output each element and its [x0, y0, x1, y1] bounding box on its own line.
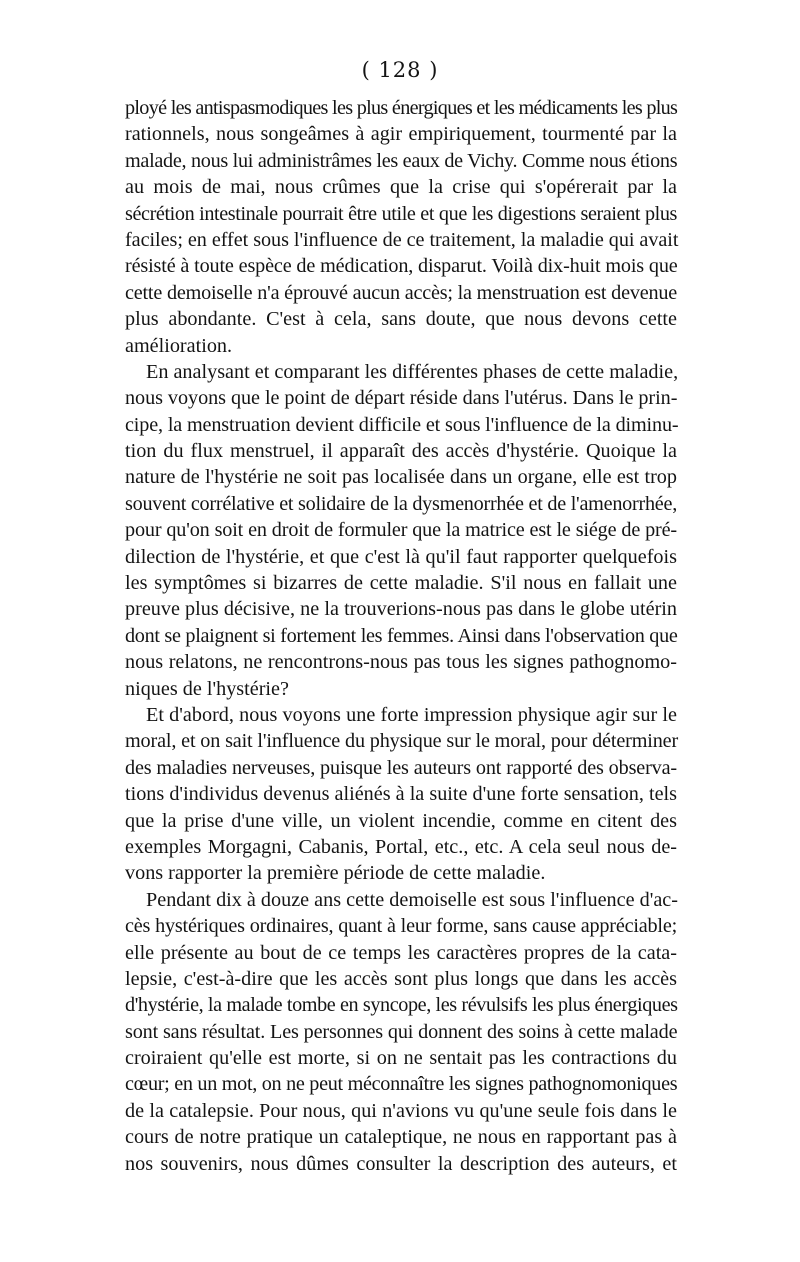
text-line: au mois de mai, nous crûmes que la crise qui s'opérerait par la [125, 176, 677, 199]
page-number: ( 128 ) [361, 58, 439, 82]
text-line: que la prise d'une ville, un violent incendie, comme en citent des [125, 809, 677, 832]
text-line: sécrétion intestinale pourrait être utile et que les digestions seraient plus [125, 202, 677, 225]
text-line: croiraient qu'elle est morte, si on ne sentait pas les contractions du [125, 1047, 677, 1070]
text-line: nos souvenirs, nous dûmes consulter la description des auteurs, et [125, 1152, 677, 1175]
text-line: nature de l'hystérie ne soit pas localisée dans un organe, elle est trop [125, 466, 677, 489]
text-line: cès hystériques ordinaires, quant à leur forme, sans cause appréciable; [125, 915, 677, 938]
body-text [125, 95, 677, 1177]
text-line: les symptômes si bizarres de cette maladie. S'il nous en fallait une [125, 572, 677, 595]
text-line: vons rapporter la première période de cette maladie. [125, 862, 546, 885]
text-line: résisté à toute espèce de médication, disparut. Voilà dix-huit mois que [125, 255, 678, 278]
text-line: tion du flux menstruel, il apparaît des accès d'hystérie. Quoique la [125, 440, 677, 463]
text-line: moral, et on sait l'influence du physique sur le moral, pour déterminer [125, 730, 679, 753]
text-line: cœur; en un mot, on ne peut méconnaître les signes pathognomoniques [125, 1073, 678, 1096]
text-line: En analysant et comparant les différentes phases de cette maladie, [146, 360, 679, 383]
text-line: dilection de l'hystérie, et que c'est là qu'il faut rapporter quelquefois [125, 545, 677, 568]
text-line: ployé les antispasmodiques les plus énergiques et les médicaments les plus [125, 97, 678, 119]
text-line: preuve plus décisive, ne la trouverions-nous pas dans le globe utérin [125, 598, 677, 621]
text-line: plus abondante. C'est à cela, sans doute, que nous devons cette [125, 308, 677, 331]
paragraph-1 [125, 95, 677, 359]
paragraph-2 [125, 359, 677, 702]
text-line: malade, nous lui administrâmes les eaux de Vichy. Comme nous étions [125, 149, 678, 172]
text-line: niques de l'hystérie? [125, 677, 289, 700]
text-line: rationnels, nous songeâmes à agir empiriquement, tourmenté par la [125, 123, 677, 146]
text-line: pour qu'on soit en droit de formuler que la matrice est le siége de pré- [125, 519, 677, 542]
paragraph-4 [125, 887, 677, 1177]
text-line: faciles; en effet sous l'influence de ce traitement, la maladie qui avait [125, 228, 679, 251]
text-line: des maladies nerveuses, puisque les auteurs ont rapporté des observa- [125, 756, 677, 779]
text-line: sont sans résultat. Les personnes qui donnent des soins à cette malade [125, 1020, 678, 1043]
text-line: d'hystérie, la malade tombe en syncope, les révulsifs les plus énergiques [125, 994, 678, 1017]
text-line: nous voyons que le point de départ réside dans l'utérus. Dans le prin- [125, 387, 678, 410]
text-line: de la catalepsie. Pour nous, qui n'avions vu qu'une seule fois dans le [125, 1099, 677, 1122]
text-line: Et d'abord, nous voyons une forte impression physique agir sur le [146, 703, 677, 726]
text-line: cette demoiselle n'a éprouvé aucun accès; la menstruation est devenue [125, 281, 678, 304]
text-line: souvent corrélative et solidaire de la dysmenorrhée et de l'amenorrhée, [125, 492, 678, 515]
text-line: cipe, la menstruation devient difficile et sous l'influence de la diminu- [125, 413, 679, 436]
text-line: lepsie, c'est-à-dire que les accès sont plus longs que dans les accès [125, 967, 677, 990]
text-line: dont se plaignent si fortement les femmes. Ainsi dans l'observation que [125, 624, 678, 647]
paragraph-3 [125, 702, 677, 887]
text-line: nous relatons, ne rencontrons-nous pas tous les signes pathognomo- [125, 651, 677, 674]
text-line: tions d'individus devenus aliénés à la suite d'une forte sensation, tels [125, 783, 677, 806]
text-line: amélioration. [125, 334, 233, 357]
text-line: elle présente au bout de ce temps les caractères propres de la cata- [125, 941, 677, 964]
text-line: exemples Morgagni, Cabanis, Portal, etc., etc. A cela seul nous de- [125, 835, 677, 858]
text-line: Pendant dix à douze ans cette demoiselle est sous l'influence d'ac- [146, 888, 678, 911]
text-line: cours de notre pratique un cataleptique, ne nous en rapportant pas à [125, 1126, 677, 1149]
